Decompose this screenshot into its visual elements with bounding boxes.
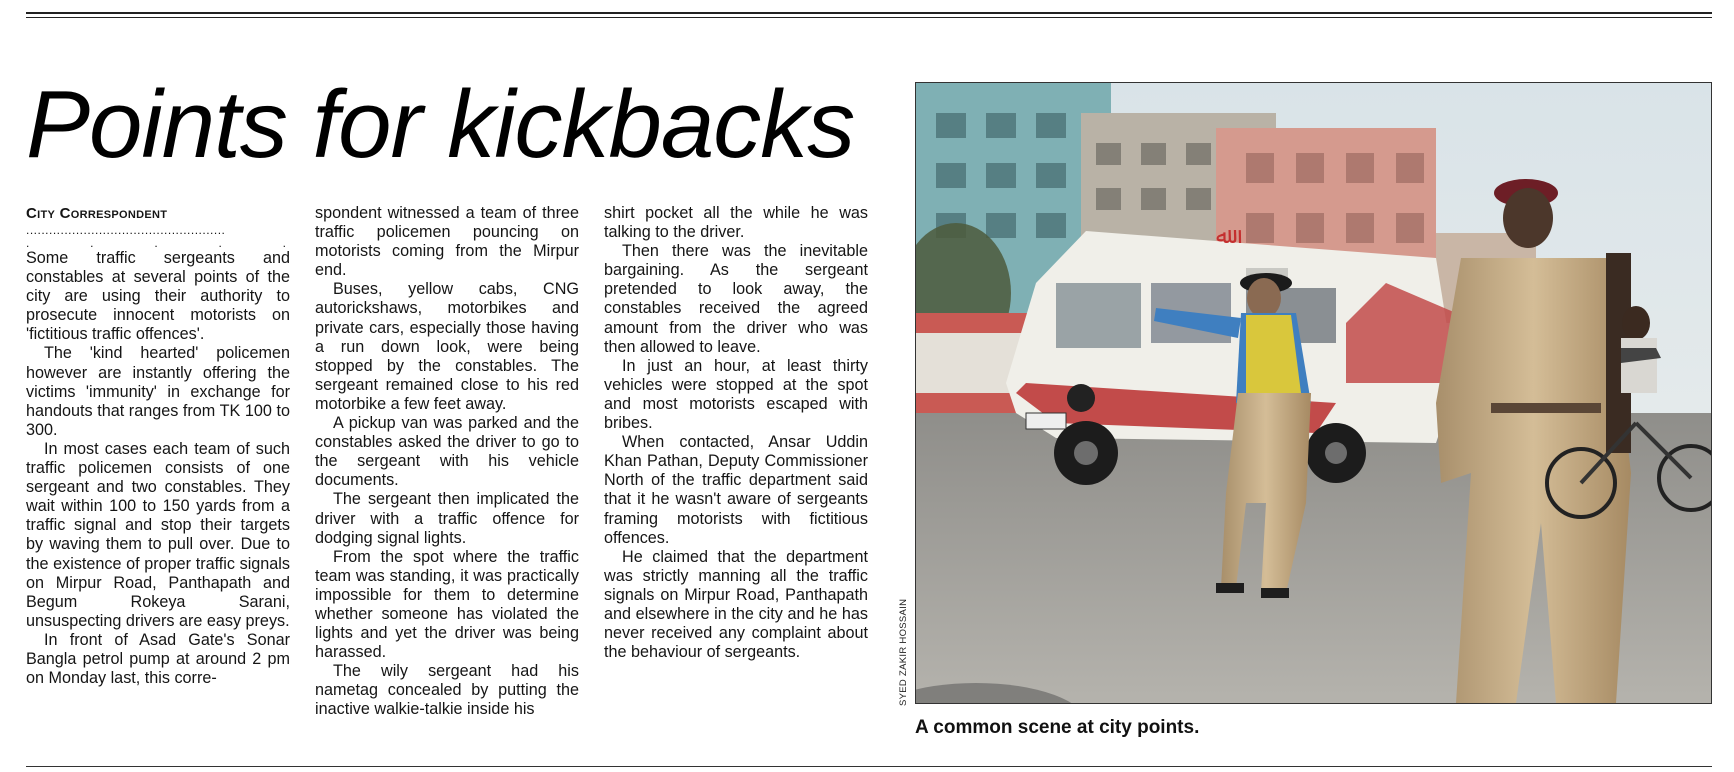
photo-credit: SYED ZAKIR HOSSAIN: [898, 598, 909, 706]
news-photo: [915, 82, 1712, 704]
article-paragraph: The 'kind hearted' policemen however are instantly offering the victims 'immunity' in exchange for handouts that ranges from TK 100 to 300.: [26, 344, 290, 439]
byline: City Correspondent: [26, 205, 168, 222]
article-paragraph: The wily sergeant had his nametag concealed by putting the inactive walkie-talkie inside his: [315, 662, 579, 719]
article-paragraph: Buses, yellow cabs, CNG autorickshaws, motorbikes and private cars, especially those having a run down look, were being stopped by the constables. The sergeant remained close to his red motorbike a few feet away.: [315, 280, 579, 413]
article-paragraph: He claimed that the department was strictly manning all the traffic signals on Mirpur Road, Panthapath and elsewhere in the city and he has never received any complaint about the behaviour of sergeants.: [604, 547, 868, 662]
separator-dots-row: [26, 237, 290, 249]
article-paragraph: shirt pocket all the while he was talking to the driver.: [604, 204, 868, 242]
separator-dot: .: [90, 236, 94, 250]
article-paragraph: A pickup van was parked and the constables asked the driver to go to the sergeant with his vehicle documents.: [315, 414, 579, 490]
separator-dot: .: [282, 236, 286, 250]
article-paragraph: The sergeant then implicated the driver with a traffic offence for dodging signal lights.: [315, 490, 579, 547]
article-paragraph: spondent witnessed a team of three traffic policemen pouncing on motorists coming from the Mirpur end.: [315, 204, 579, 280]
article-paragraph: Some traffic sergeants and constables at several points of the city are using their authority to prosecute innocent motorists on 'fictitious traffic offences'.: [26, 249, 290, 344]
separator-dot: .: [154, 236, 158, 250]
article-column-2: [315, 204, 579, 720]
article-paragraph: Then there was the inevitable bargaining. As the sergeant pretended to look away, the constables received the agreed amount from the driver who was then allowed to leave.: [604, 242, 868, 356]
top-rule-thin: [26, 17, 1712, 18]
headline: Points for kickbacks: [26, 71, 855, 178]
article-paragraph: In just an hour, at least thirty vehicles were stopped at the spot and most motorists escaped with bribes.: [604, 356, 868, 433]
article-paragraph: In front of Asad Gate's Sonar Bangla petrol pump at around 2 pm on Monday last, this corre-: [26, 630, 290, 688]
photo-caption: A common scene at city points.: [915, 717, 1200, 738]
article-column-3: [604, 204, 868, 662]
top-rule-thick: [26, 12, 1712, 14]
separator-dot: .: [218, 236, 222, 250]
article-column-1: [26, 204, 290, 688]
article-paragraph: From the spot where the traffic team was standing, it was practically impossible for them to determine whether someone has violated the lights and yet the driver was being harassed.: [315, 547, 579, 662]
bottom-rule: [26, 766, 1712, 767]
separator-dots: ....................................................: [26, 223, 226, 237]
vehicle-lettering: ﷲ: [1216, 224, 1229, 249]
article-paragraph: When contacted, Ansar Uddin Khan Pathan, Deputy Commissioner North of the traffic department said that it he wasn't aware of sergeants framing motorists with fictitious offences.: [604, 433, 868, 547]
article-paragraph: In most cases each team of such traffic policemen consists of one sergeant and two constables. They wait within 100 to 150 yards from a traffic signal and stop their targets by waving them to pull over. Due to the existence of proper traffic signals on Mirpur Road, Panthapath and Begum Rokeya Sarani, unsuspecting drivers are easy preys.: [26, 439, 290, 630]
separator-dot: .: [26, 236, 30, 250]
